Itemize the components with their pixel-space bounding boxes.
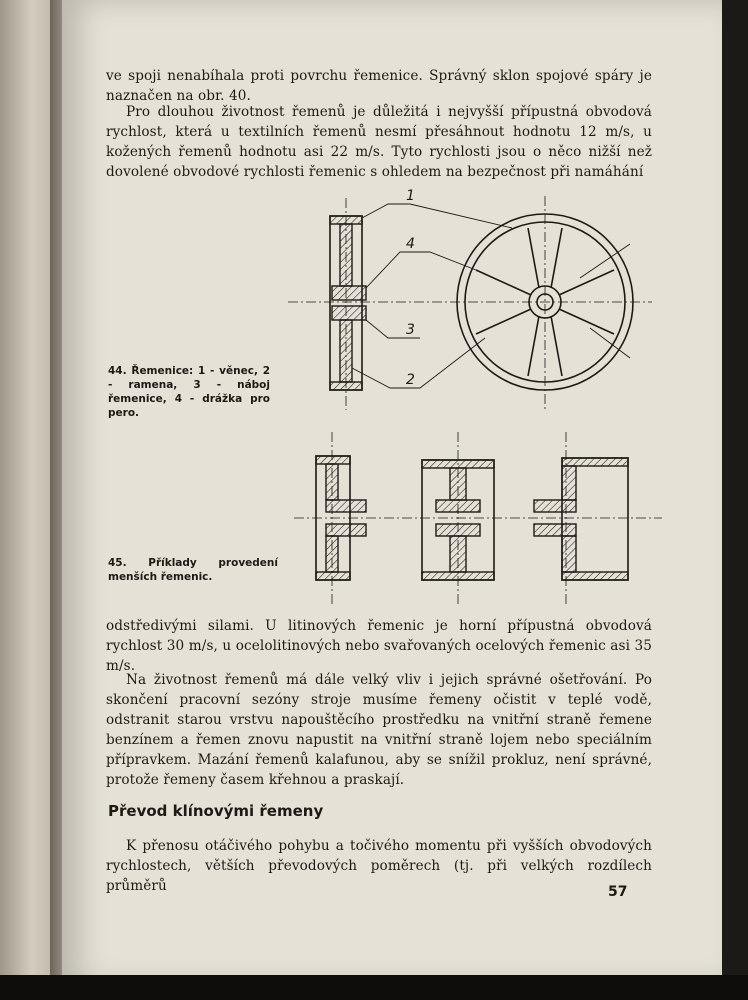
paragraph-3: odstředivými silami. U litinových řemenic je horní přípustná obvodová rychlost 30 m/s, u ocelolitinových nebo svařovaných ocelových řemenic asi 35 m/s. bbox=[106, 618, 652, 674]
page-number: 57 bbox=[608, 884, 628, 900]
paragraph-5: K přenosu otáčivého pohybu a točivého momentu při vyšších obvodových rychlostech, větších převodových poměrech (tj. při velkých rozdílech průměrů bbox=[106, 838, 652, 894]
label-4: 4 bbox=[406, 236, 415, 252]
label-2: 2 bbox=[406, 372, 415, 388]
paragraph-4: Na životnost řemenů má dále velký vliv i jejich správné ošetřování. Po skončení pracovní sezóny stroje musíme řemeny očistit v teplé vodě, odstranit starou vrstvu napouštěcího prostředku na vnitřní straně řemene benzínem a řemen znovu napustit na vnitřní straně lojem nebo speciálním přípravkem. Mazání řemenů kalafunou, aby se snížil prokluz, není správné, protože řemeny časem křehnou a praskají. bbox=[106, 672, 652, 788]
paragraph-1: ve spoji nenabíhala proti povrchu řemenice. Správný sklon spojové spáry je naznačen na obr. 40. bbox=[106, 68, 652, 104]
figure-44-caption: 44. Řemenice: 1 - věnec, 2 - ramena, 3 - náboj řemenice, 4 - drážka pro pero. bbox=[108, 365, 270, 419]
section-heading: Převod klínovými řemeny bbox=[108, 802, 324, 820]
label-1: 1 bbox=[406, 188, 415, 204]
label-3: 3 bbox=[406, 322, 415, 338]
figure-45-caption: 45. Příklady provedení menších řemenic. bbox=[108, 557, 278, 583]
figure-44-pulley-drawing bbox=[280, 188, 660, 420]
bottom-shadow bbox=[0, 975, 748, 1000]
paragraph-2: Pro dlouhou životnost řemenů je důležitá i nejvyšší přípustná obvodová rychlost, která u textilních řemenů nesmí přesáhnout hodnotu 12 m/s, u kožených řemenů hodnotu asi 22 m/s. Tyto rychlosti jsou o něco nižší než dovolené obvodové rychlosti řemenic s ohledem na bezpečnost při namáhání bbox=[106, 104, 652, 180]
figure-45-small-pulleys-drawing bbox=[292, 428, 664, 608]
